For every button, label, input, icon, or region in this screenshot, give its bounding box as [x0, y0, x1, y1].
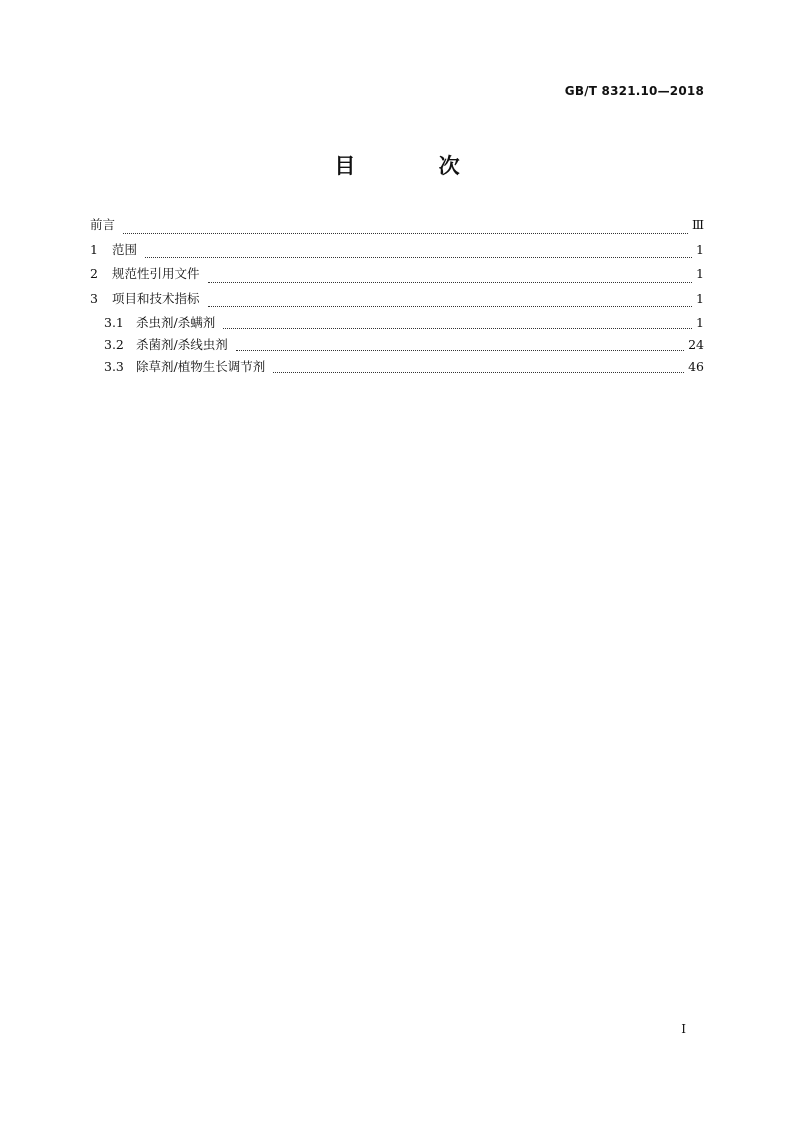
page-title: 目 次: [334, 154, 498, 178]
page-number: Ⅰ: [681, 1022, 686, 1036]
toc-entry-number: 3.1: [104, 315, 124, 330]
toc-entry-number: 1: [90, 241, 98, 257]
toc-leader-dots: [208, 282, 692, 283]
toc-entry-items-and-indicators[interactable]: [90, 290, 704, 315]
toc-entry-normative-references[interactable]: [90, 265, 704, 290]
toc-entry-number: 3: [90, 290, 98, 306]
toc-entry-number: 3.3: [104, 359, 124, 374]
table-of-contents: [90, 216, 704, 380]
toc-leader-dots: [145, 257, 692, 258]
toc-entry-number: 3.2: [104, 337, 124, 352]
toc-leader-dots: [223, 328, 692, 329]
toc-entry-page: 1: [696, 266, 704, 281]
toc-entry-label: 范围: [112, 241, 138, 257]
toc-leader-dots: [208, 306, 692, 307]
toc-entry-label: 规范性引用文件: [112, 266, 200, 281]
toc-entry-herbicides[interactable]: [90, 358, 704, 380]
toc-entry-label: 除草剂/植物生长调节剂: [136, 359, 266, 374]
toc-entry-page: 46: [688, 359, 704, 374]
toc-entry-foreword[interactable]: [90, 216, 704, 241]
toc-entry-label: 杀菌剂/杀线虫剂: [136, 337, 228, 352]
toc-entry-page: 1: [696, 241, 704, 257]
toc-leader-dots: [236, 350, 684, 351]
toc-entry-scope[interactable]: [90, 241, 704, 266]
toc-entry-insecticides[interactable]: [90, 314, 704, 336]
toc-entry-page: 24: [688, 337, 704, 352]
toc-entry-page: Ⅲ: [691, 217, 704, 232]
toc-entry-number: 2: [90, 266, 98, 281]
toc-leader-dots: [273, 372, 684, 373]
toc-entry-page: 1: [696, 315, 704, 330]
toc-entry-label: 项目和技术指标: [112, 290, 200, 306]
toc-leader-dots: [123, 233, 688, 234]
standard-code: GB/T 8321.10—2018: [564, 84, 704, 98]
toc-entry-fungicides[interactable]: [90, 336, 704, 358]
toc-entry-page: 1: [696, 290, 704, 306]
toc-entry-label: 前言: [90, 217, 116, 232]
toc-entry-label: 杀虫剂/杀螨剂: [136, 315, 216, 330]
